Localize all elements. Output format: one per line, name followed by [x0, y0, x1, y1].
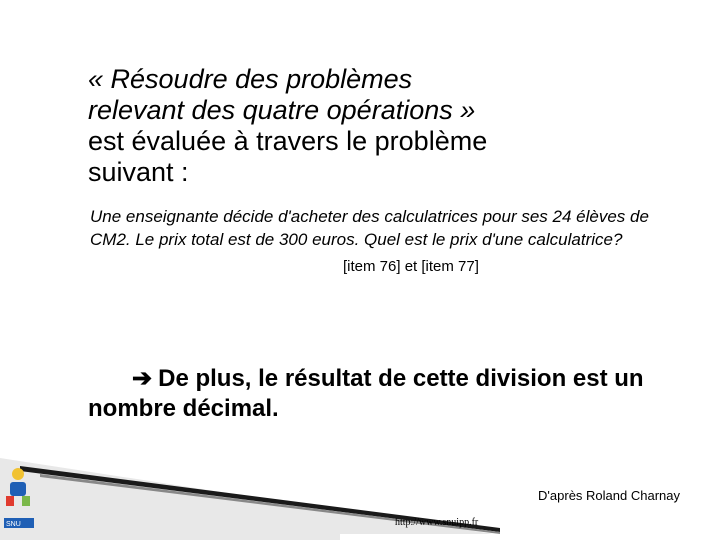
title-line-4: suivant : [88, 157, 189, 187]
title-line-2: relevant des quatre opérations » [88, 95, 476, 125]
conclusion-text: De plus, le résultat de cette division est un nombre décimal. [88, 365, 644, 422]
problem-statement: Une enseignante décide d'acheter des calculatrices pour ses 24 élèves de CM2. Le prix total est de 300 euros. Quel est le prix d'une calculatrice? [90, 207, 649, 249]
website-link[interactable]: http://www.snuipp.fr [395, 517, 479, 528]
author-credit: D'après Roland Charnay [538, 488, 680, 503]
item-references: [item 76] et [item 77] [343, 258, 479, 275]
conclusion-text-block [88, 364, 688, 424]
title-line-1: « Résoudre des problèmes [88, 64, 413, 94]
snuipp-logo [0, 452, 40, 540]
title-line-3: est évaluée à travers le problème [88, 126, 488, 156]
right-arrow-icon: ➔ [132, 365, 153, 392]
slide-title [88, 64, 688, 188]
logo-text: SNU [6, 521, 21, 528]
